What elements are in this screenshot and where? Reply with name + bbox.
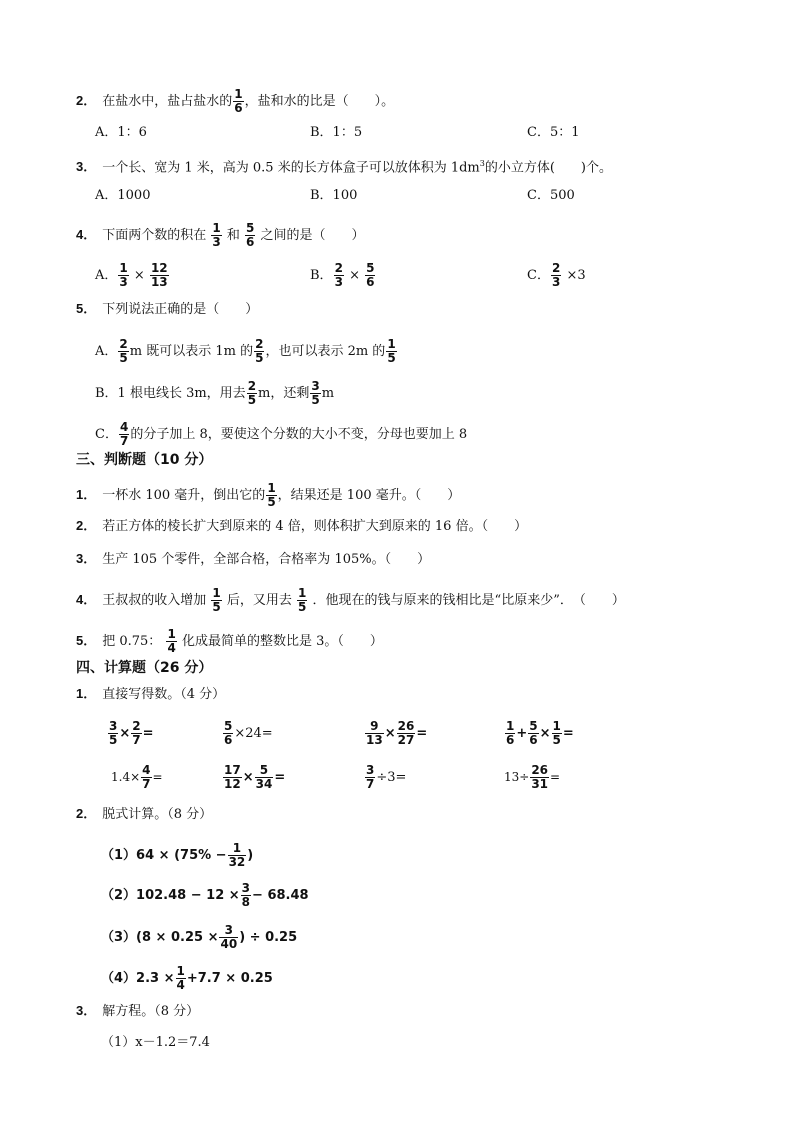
question-3: 3． 一个长、宽为 1 米，高为 0.5 米的长方体盒子可以放体积为 $1dm^3$的小立方体( )个。 xyxy=(76,159,613,176)
option-a: A．1000 xyxy=(95,188,151,203)
option-c: C．5：1 xyxy=(527,125,580,140)
option-c: C． $\frac{2}{3}$ ×3 xyxy=(527,261,586,289)
question-4: 4． 下面两个数的积在 $\frac{1}{3}$ 和 $\frac{5}{6}$ 之间的是（ ） xyxy=(76,221,365,249)
calc-item: $\frac{17}{12}$ × $\frac{5}{34}$ = xyxy=(224,763,286,791)
section-title: 三、判断题（10 分） xyxy=(76,452,213,468)
calc-1: 1． 直接写得数。（4 分） xyxy=(76,686,226,702)
calc-item: $\frac{1}{6}$ + $\frac{5}{6}$ × $\frac{1}{5}$ = xyxy=(506,719,574,747)
calc-item: $\frac{9}{13}$ × $\frac{26}{27}$ = xyxy=(366,719,428,747)
option-a: A． $\frac{1}{3}$ × $\frac{12}{13}$ xyxy=(95,261,168,289)
judge-5: 5． 把 0.75： $\frac{1}{4}$ 化成最简单的整数比是 3。（ ） xyxy=(76,627,383,655)
calc-item: $\frac{3}{5}$ × $\frac{2}{7}$ = xyxy=(109,719,154,747)
option-b: B． $\frac{2}{3}$ × $\frac{5}{6}$ xyxy=(310,261,375,289)
option-b: B．100 xyxy=(310,188,358,203)
judge-1: 1． 一杯水 100 毫升，倒出它的 $\frac{1}{5}$ ，结果还是 100 毫升。（ ） xyxy=(76,481,461,509)
section-title: 四、计算题（26 分） xyxy=(76,660,213,676)
fraction: $\frac{1}{6}$ xyxy=(234,87,243,115)
equation-1: （1）x－1.2＝7.4 xyxy=(101,1035,210,1050)
option-b: B．1：5 xyxy=(310,125,363,140)
judge-3: 3． 生产 105 个零件，全部合格，合格率为 105%。（ ） xyxy=(76,551,431,567)
expression-2: （2）102.48 − 12 × $\frac{3}{8}$ − 68.48 xyxy=(101,881,309,909)
option-b: B．1 根电线长 3m，用去 $\frac{2}{5}$ m，还剩 $\frac{3}{5}$ m xyxy=(95,379,335,407)
calc-3: 3． 解方程。（8 分） xyxy=(76,1003,200,1019)
question-5: 5． 下列说法正确的是（ ） xyxy=(76,301,259,317)
option-a: A． $\frac{2}{5}$ m 既可以表示 1m 的 $\frac{2}{5}$ ，也可以表示 2m 的 $\frac{1}{5}$ xyxy=(95,337,396,365)
option-c: C． $\frac{4}{7}$ 的分子加上 8，要使这个分数的大小不变，分母也要加上 8 xyxy=(95,420,468,448)
calc-item: $\frac{3}{7}$ ÷3= xyxy=(366,763,407,791)
question-2: 2． 在盐水中，盐占盐水的 $\frac{1}{6}$ ，盐和水的比是（ ）。 xyxy=(76,87,395,115)
option-c: C．500 xyxy=(527,188,575,203)
calc-item: 1.4× $\frac{4}{7}$ = xyxy=(111,763,163,791)
judge-2: 2． 若正方体的棱长扩大到原来的 4 倍，则体积扩大到原来的 16 倍。（ ） xyxy=(76,518,528,534)
calc-2: 2． 脱式计算。（8 分） xyxy=(76,806,213,822)
judge-4: 4． 王叔叔的收入增加 $\frac{1}{5}$ 后，又用去 $\frac{1}{5}$ ．他现在的钱与原来的钱相比是“比原来少”． （ ） xyxy=(76,586,625,614)
calc-item: 13÷ $\frac{26}{31}$ = xyxy=(504,763,561,791)
expression-4: （4）2.3 × $\frac{1}{4}$ +7.7 × 0.25 xyxy=(101,964,273,992)
expression-1: （1）64 × (75% − $\frac{1}{32}$ ) xyxy=(101,841,254,869)
option-a: A．1：6 xyxy=(95,125,147,140)
expression-3: （3）(8 × 0.25 × $\frac{3}{40}$ ) ÷ 0.25 xyxy=(101,923,298,951)
calc-item: $\frac{5}{6}$ ×24= xyxy=(224,719,273,747)
